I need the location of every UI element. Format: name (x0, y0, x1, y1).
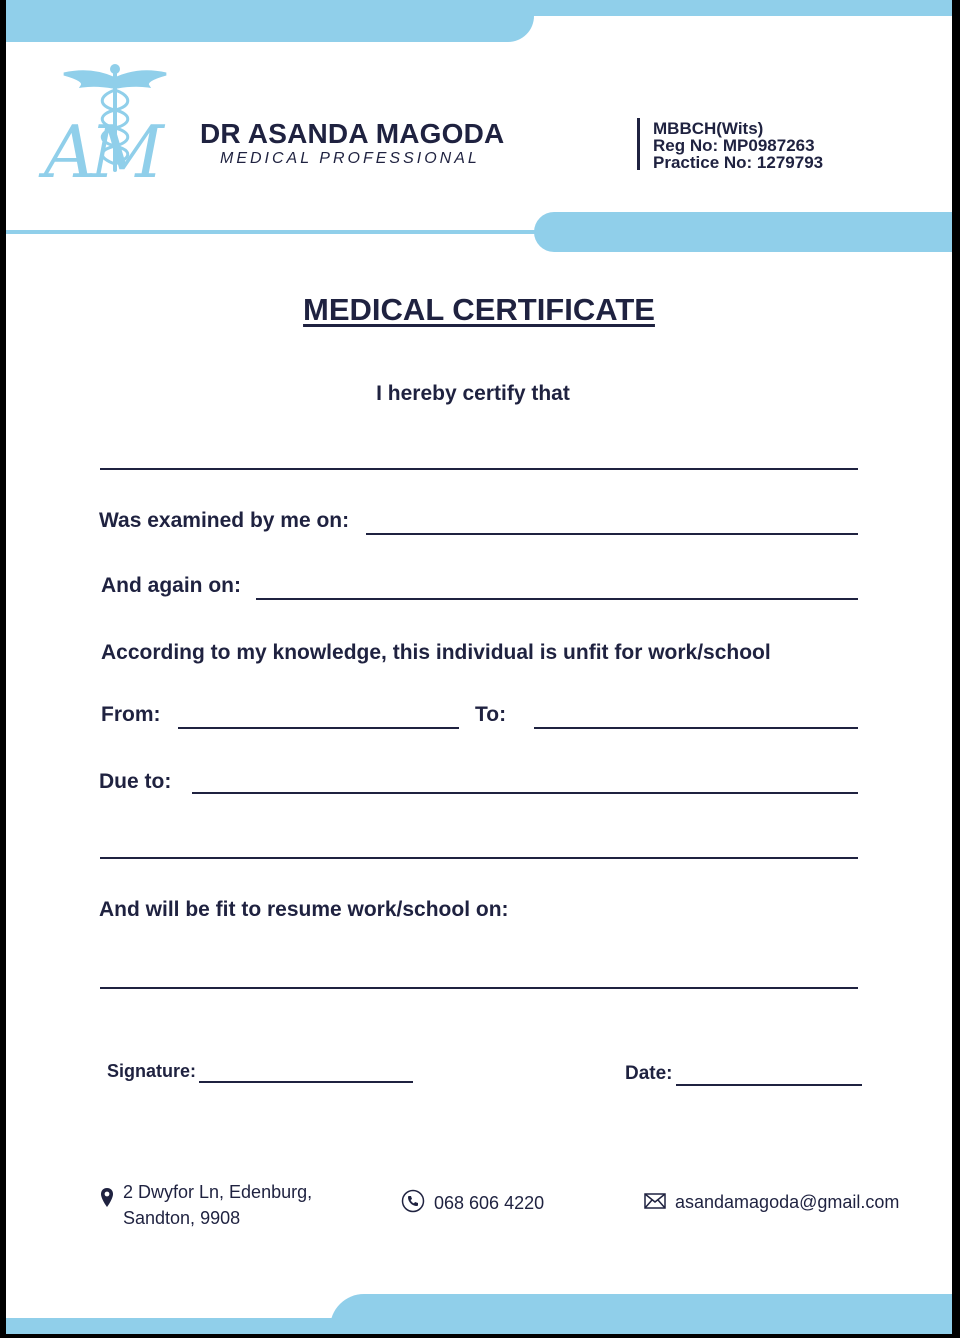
intro-text: I hereby certify that (376, 382, 570, 405)
examined-label: Was examined by me on: (99, 509, 350, 532)
resume-date-line[interactable] (100, 987, 858, 989)
again-date-line[interactable] (256, 598, 858, 600)
top-band-right (6, 0, 952, 16)
doctor-name: DR ASANDA MAGODA (200, 118, 505, 149)
phone-number[interactable]: 068 606 4220 (434, 1193, 545, 1213)
qualification: MBBCH(Wits) (653, 119, 764, 138)
date-line[interactable] (676, 1084, 862, 1086)
again-label: And again on: (101, 574, 241, 597)
header-band-right (534, 212, 952, 252)
logo-monogram: AM (44, 110, 158, 194)
examined-date-line[interactable] (366, 533, 858, 535)
practice-number: Practice No: 1279793 (653, 153, 824, 172)
bottom-band-strip (6, 1318, 952, 1334)
credentials-divider (637, 118, 640, 170)
due-to-line[interactable] (192, 792, 858, 794)
mail-icon (644, 1193, 666, 1214)
due-to-label: Due to: (99, 770, 172, 793)
address-line-1: 2 Dwyfor Ln, Edenburg, (123, 1182, 313, 1202)
address-line-2: Sandton, 9908 (123, 1208, 241, 1228)
patient-name-line[interactable] (100, 468, 858, 470)
certificate-page (6, 0, 952, 1334)
header-rule (6, 230, 546, 234)
certificate-title: MEDICAL CERTIFICATE (303, 292, 655, 327)
unfit-statement: According to my knowledge, this individual is unfit for work/school (101, 641, 771, 664)
date-label: Date: (625, 1063, 673, 1084)
signature-line[interactable] (199, 1081, 413, 1083)
to-label: To: (475, 703, 507, 726)
resume-label: And will be fit to resume work/school on: (99, 898, 509, 921)
due-to-line-2[interactable] (100, 857, 858, 859)
to-date-line[interactable] (534, 727, 858, 729)
location-pin-icon (100, 1187, 114, 1214)
email-address[interactable]: asandamagoda@gmail.com (675, 1192, 900, 1212)
signature-label: Signature: (107, 1061, 197, 1081)
registration-number: Reg No: MP0987263 (653, 136, 815, 155)
doctor-subtitle: MEDICAL PROFESSIONAL (220, 150, 480, 167)
from-label: From: (101, 703, 161, 726)
phone-icon (401, 1189, 425, 1218)
from-date-line[interactable] (178, 727, 459, 729)
